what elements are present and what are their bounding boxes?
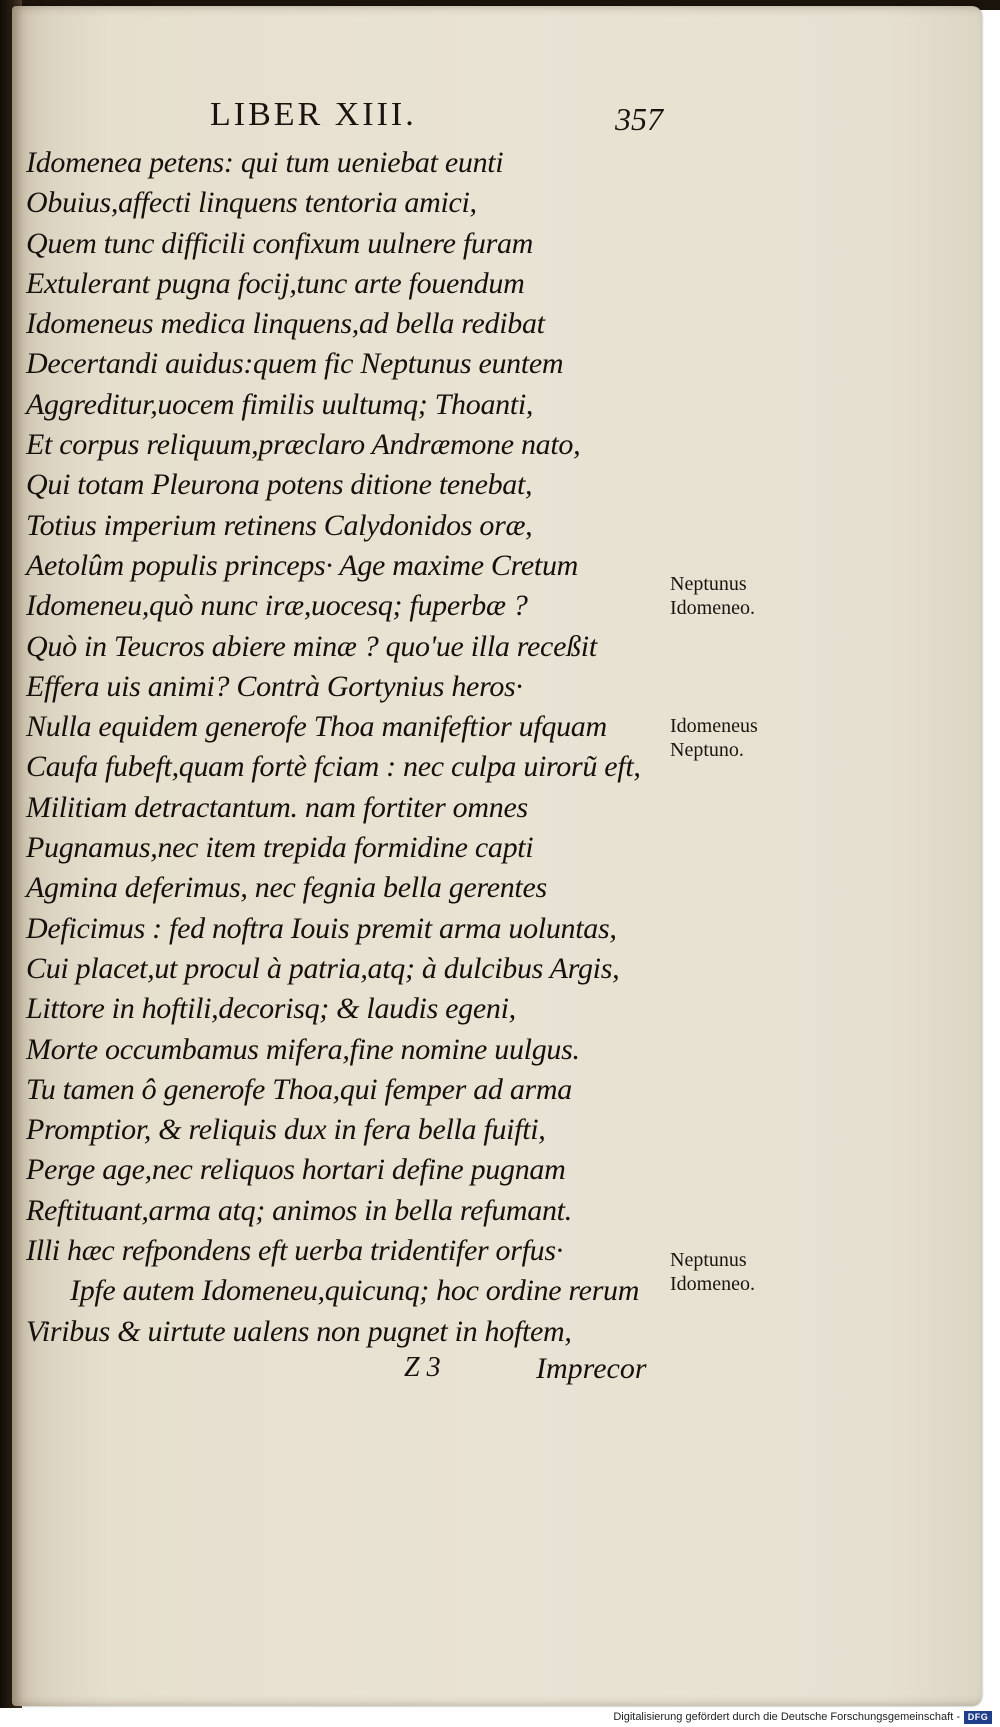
verse-line: Militiam detractantum. nam fortiter omnes [26,790,528,824]
marginal-note-line: Neptuno. [670,739,744,761]
verse-line: Littore in hoftili,decorisq; & laudis egeni, [26,992,516,1026]
verse-line: Caufa fubeft,quam fortè fciam : nec culpa uirorũ eft, [26,750,641,784]
marginal-note-line: Idomeneus [670,715,758,737]
verse-line: Idomenea petens: qui tum ueniebat eunti [26,146,504,179]
running-head: LIBER XIII. [210,96,417,133]
verse-line: Obuius,affecti linquens tentoria amici, [26,186,477,220]
verse-line: Promptior, & reliquis dux in fera bella fuifti, [26,1113,546,1147]
verse-line: Tu tamen ô generofe Thoa,qui femper ad arma [26,1072,572,1106]
marginal-note-line: Neptunus [670,1249,747,1271]
verse-line: Aggreditur,uocem fimilis uultumq; Thoanti, [26,387,534,421]
verse-line: Decertandi auidus:quem fic Neptunus euntem [26,347,564,381]
verse-line: Viribus & uirtute ualens non pugnet in hoftem, [26,1314,572,1348]
dfg-logo: DFG [964,1711,992,1724]
verse-line: Perge age,nec reliquos hortari define pugnam [26,1153,566,1187]
verse-line: Cui placet,ut procul à patria,atq; à dulcibus Argis, [26,951,620,985]
marginal-note-line: Idomeneo. [670,1273,755,1295]
marginal-note-line: Neptunus [670,573,747,595]
verse-line: Reftituant,arma atq; animos in bella refumant. [26,1193,572,1227]
verse-line: Illi hæc refpondens eft uerba tridentifer orfus· [26,1234,563,1268]
verse-line: Ipfe autem Idomeneu,quicunq; hoc ordine rerum [70,1274,640,1308]
verse-text-block [26,143,666,1352]
verse-line: Totius imperium retinens Calydonidos oræ, [26,508,533,542]
marginal-note [670,572,820,620]
verse-line: Effera uis animi? Contrà Gortynius heros· [26,669,523,703]
verse-line: Nulla equidem generofe Thoa manifeftior ufquam [26,710,607,744]
verse-line: Qui totam Pleurona potens ditione tenebat, [26,468,533,502]
verse-line: Quò in Teucros abiere minæ ? quo'ue illa receßit [26,629,597,663]
verse-line: Deficimus : fed noftra Iouis premit arma uoluntas, [26,911,617,945]
marginal-note [670,1248,820,1296]
marginal-note-line: Idomeneo. [670,597,755,619]
verse-line: Quem tunc difficili confixum uulnere furam [26,226,534,260]
verse-line: Morte occumbamus mifera,fine nomine uulgus. [26,1032,580,1066]
verse-line: Aetolûm populis princeps· Age maxime Cretum [26,548,579,582]
page-number: 357 [615,101,663,137]
verse-line: Agmina deferimus, nec fegnia bella gerentes [26,871,547,905]
verse-line: Idomeneu,quò nunc iræ,uocesq; fuperbæ ? [26,589,528,623]
verse-line: Pugnamus,nec item trepida formidine capti [26,831,534,865]
marginal-note [670,714,820,762]
credit-text: Digitalisierung gefördert durch die Deutsche Forschungsgemeinschaft - [613,1711,960,1723]
signature-mark: Z 3 [404,1352,441,1383]
verse-line: Extulerant pugna focij,tunc arte fouendum [26,266,525,300]
verse-line: Et corpus reliquum,præclaro Andræmone nato, [26,428,581,462]
catchword: Imprecor [536,1352,647,1385]
verse-line: Idomeneus medica linquens,ad bella redibat [26,307,545,341]
